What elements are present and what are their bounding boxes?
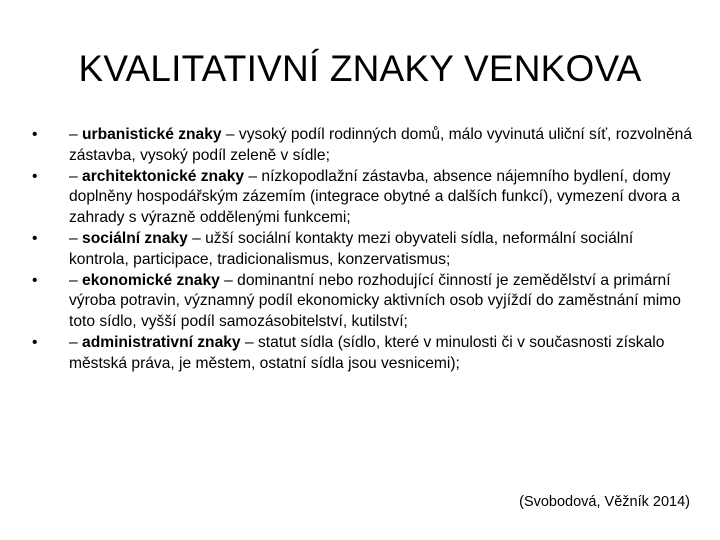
- item-prefix: –: [69, 167, 83, 185]
- item-text: – statut sídla (sídlo, které v minulosti či v současnosti získalo městská práva, je městem, ostatní sídla jsou vesnicemi);: [69, 333, 665, 372]
- bullet-icon: •: [32, 229, 38, 247]
- item-term: architektonické znaky: [82, 167, 245, 185]
- bullet-icon: •: [32, 333, 38, 351]
- citation: (Svobodová, Věžník 2014): [519, 494, 690, 510]
- item-prefix: –: [69, 271, 83, 289]
- bullet-icon: •: [32, 126, 38, 143]
- item-term: administrativní znaky: [82, 333, 241, 351]
- list-item-economic: [32, 271, 692, 333]
- slide-title: KVALITATIVNÍ ZNAKY VENKOVA: [78, 48, 642, 89]
- item-term: sociální znaky: [82, 229, 188, 247]
- item-text: – užší sociální kontakty mezi obyvateli sídla, neformální sociální kontrola, participace, tradicionalismus, konzervatismus;: [69, 229, 634, 268]
- item-prefix: –: [69, 333, 83, 351]
- item-term: ekonomické znaky: [82, 271, 220, 289]
- item-prefix: –: [69, 126, 83, 143]
- bullet-list: [32, 125, 692, 375]
- item-prefix: –: [69, 229, 83, 247]
- list-item-urbanistic: [32, 125, 692, 166]
- item-text: – vysoký podíl rodinných domů, málo vyvinutá uliční síť, rozvolněná zástavba, vysoký podíl zeleně v sídle;: [69, 126, 692, 164]
- item-text: – nízkopodlažní zástavba, absence nájemního bydlení, domy doplněny hospodářským zázemím (integrace obytné a dalších funkcí), vymezení dvora a zahrady s výrazně oddělenými funkcemi;: [69, 167, 681, 226]
- list-item-architectural: [32, 167, 692, 229]
- item-term: urbanistické znaky: [82, 126, 222, 143]
- list-item-social: [32, 229, 692, 270]
- item-text: – dominantní nebo rozhodující činností je zemědělství a primární výroba potravin, významný podíl ekonomicky aktivních osob vyjíždí do zaměstnání mimo toto sídlo, vyšší podíl samozásobitelství, kutilství;: [69, 271, 681, 330]
- bullet-icon: •: [32, 271, 38, 289]
- list-item-administrative: [32, 333, 692, 374]
- bullet-icon: •: [32, 167, 38, 185]
